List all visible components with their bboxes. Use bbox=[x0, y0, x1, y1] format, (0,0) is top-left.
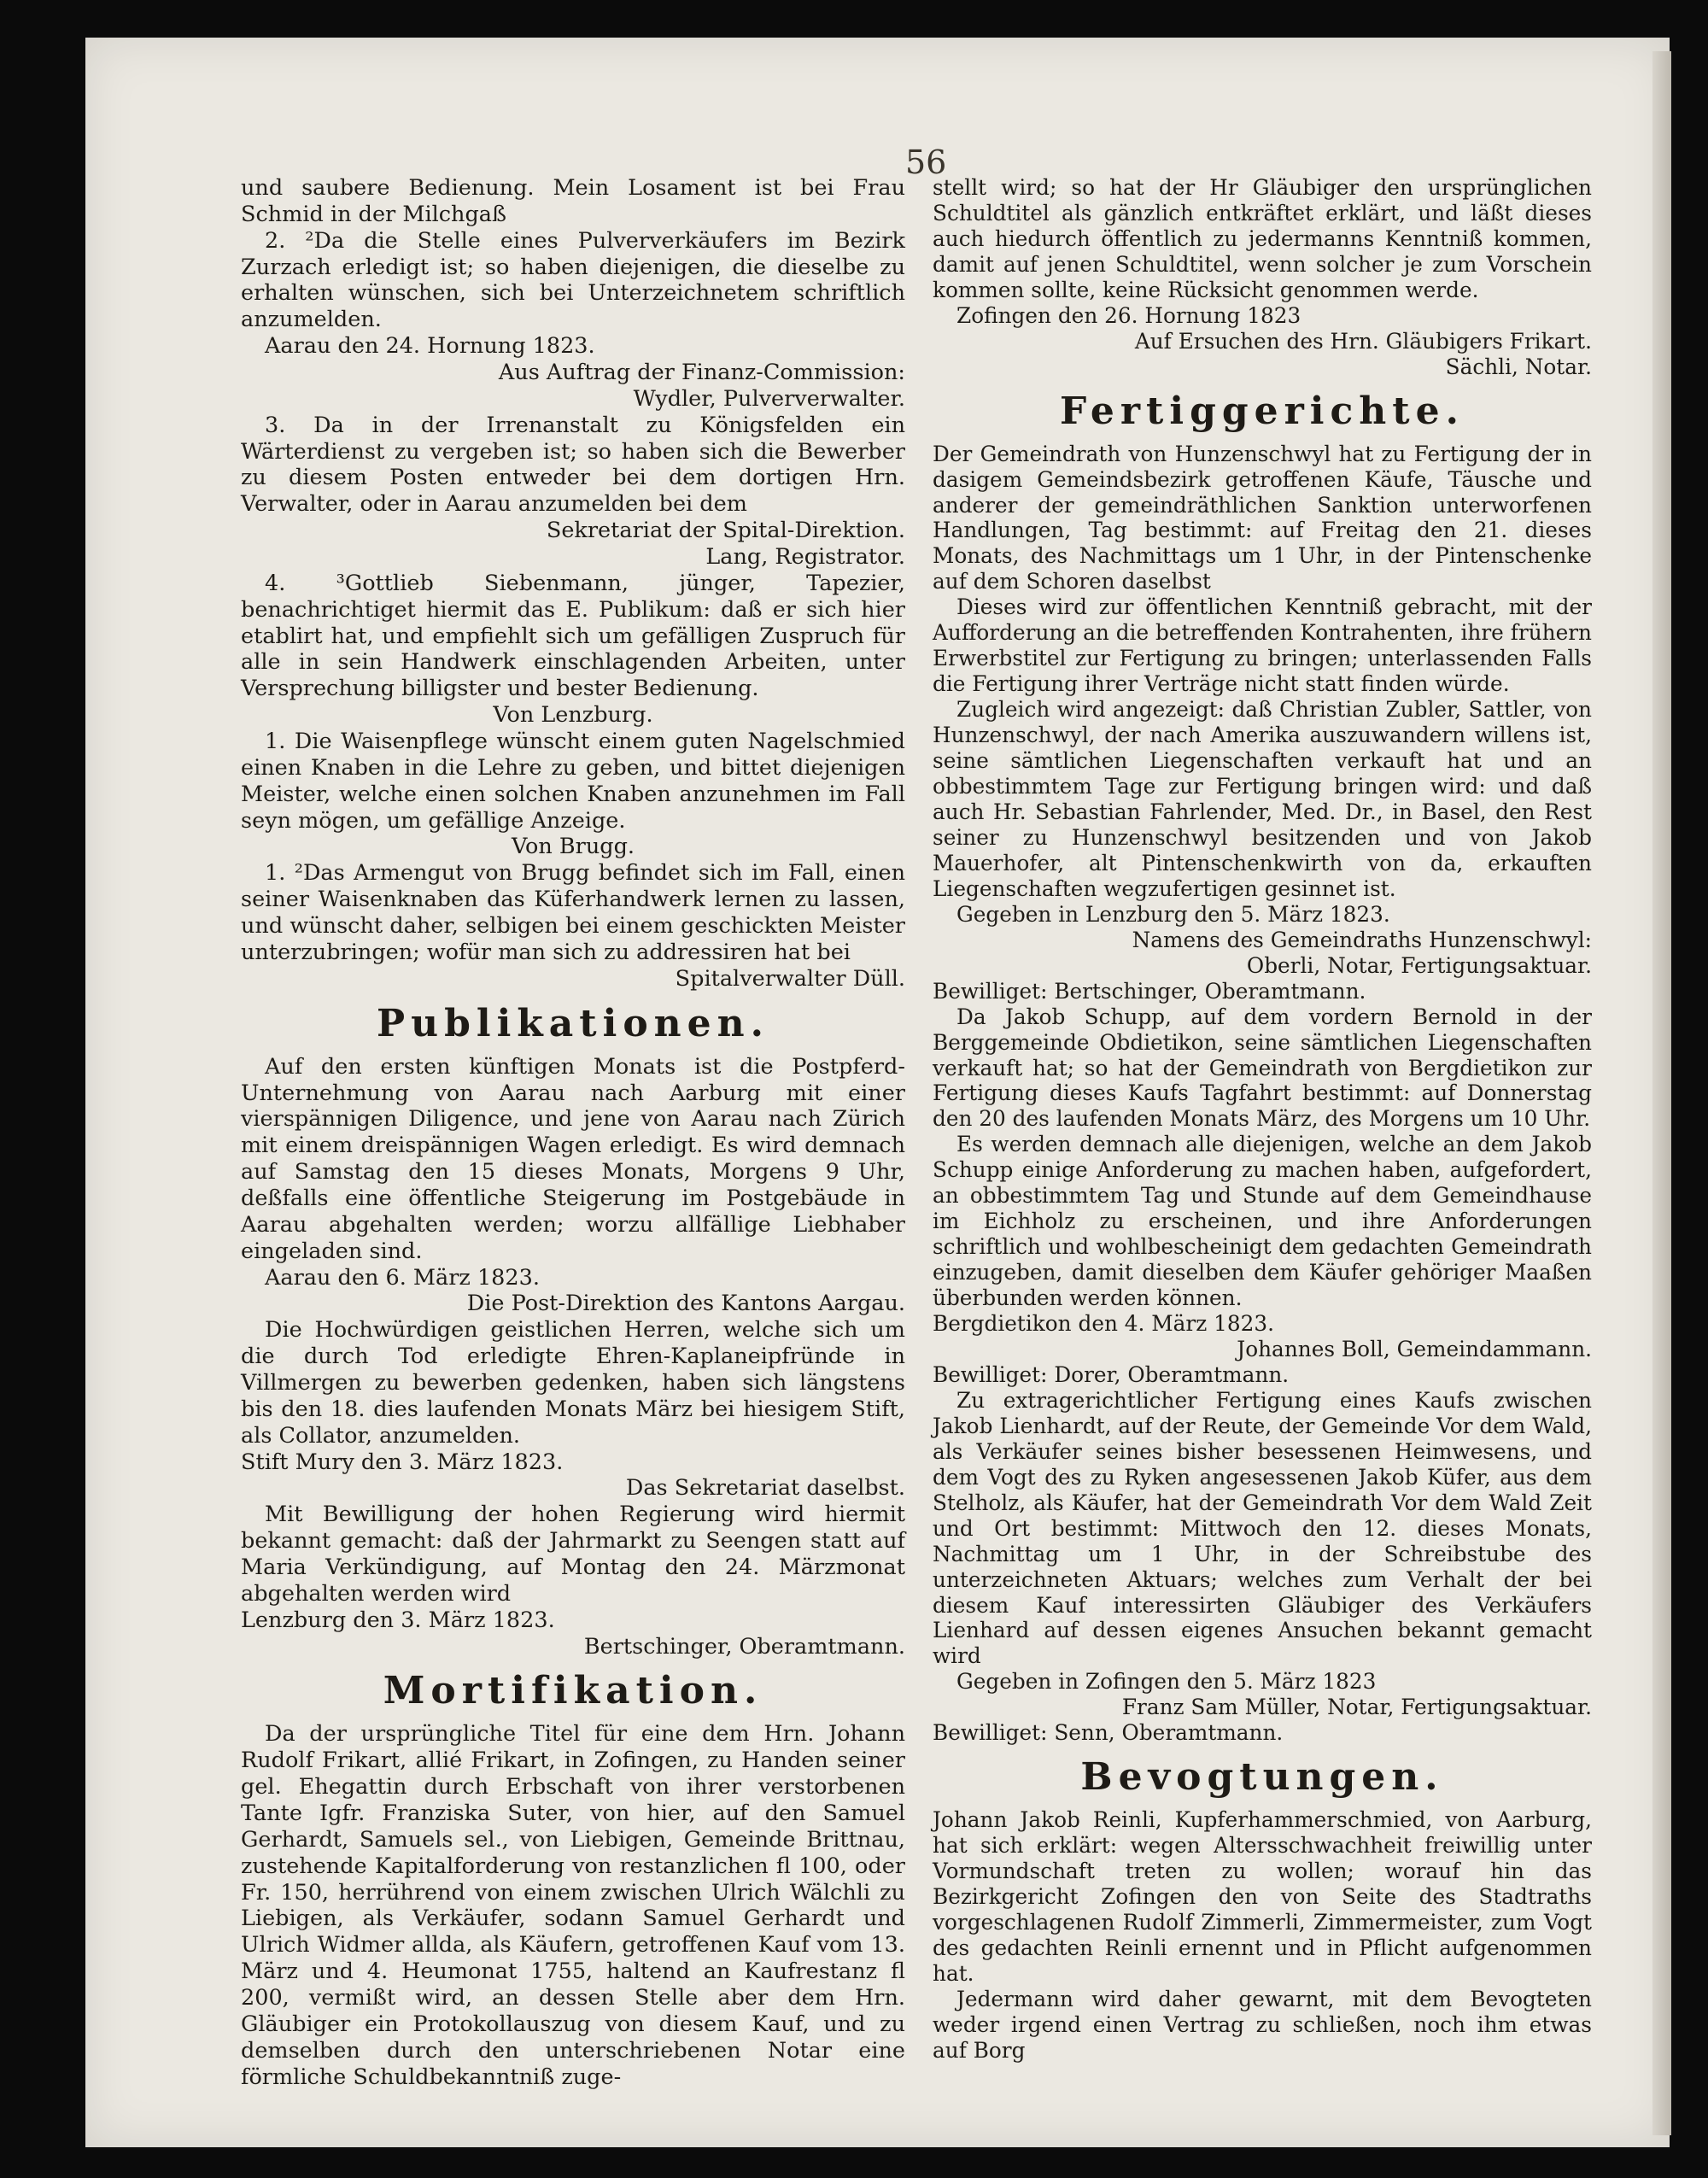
paragraph: Johann Jakob Reinli, Kupferhammerschmied, von Aarburg, hat sich erklärt: wegen Altersschwachheit freiwillig unter Vormundschaft treten zu wollen; worauf hin das Bezirkgericht Zofingen den von Seite des Stadtraths vorgeschlagenen Rudolf Zimmerli, Zimmermeister, zum Vogt des gedachten Reinli ernennt und in Pflicht aufgenommen hat. bbox=[933, 1807, 1592, 1986]
paragraph: Zugleich wird angezeigt: daß Christian Zubler, Sattler, von Hunzenschwyl, der nach Amerika auszuwandern willens ist, seine sämtlichen Liegenschaften verkauft hat und an obbestimmtem Tage zur Fertigung bringen wird: und daß auch Hr. Sebastian Fahrlender, Med. Dr., in Basel, den Rest seiner zu Hunzenschwyl besitzenden und von Jakob Mauerhofer, alt Pintenschenkwirth von da, erkauften Liegenschaften wegzufertigen gesinnet ist. bbox=[933, 697, 1592, 901]
paragraph: Mit Bewilligung der hohen Regierung wird hiermit bekannt gemacht: daß der Jahrmarkt zu Seengen statt auf Maria Verkündigung, auf Montag den 24. Märzmonat abgehalten werden wird bbox=[241, 1502, 905, 1607]
signature: Sächli, Notar. bbox=[1445, 354, 1592, 379]
left-column bbox=[241, 175, 905, 2090]
signature: Oberli, Notar, Fertigungsaktuar. bbox=[1246, 952, 1592, 978]
dateline: Bergdietikon den 4. März 1823. bbox=[933, 1311, 1274, 1337]
paragraph: Zu extragerichtlicher Fertigung eines Kaufs zwischen Jakob Lienhardt, auf der Reute, der Gemeinde Vor dem Wald, als Verkäufer seines bisher besessenen Heimwesens, und dem Vogt des zu Ryken angesessenen Jakob Küfer, aus dem Stelholz, als Käufer, hat der Gemeindrath Vor dem Wald Zeit und Ort bestimmt: Mittwoch den 12. dieses Monats, Nachmittag um 1 Uhr, in der Schreibstube des unterzeichneten Aktuars; welches zum Verhalt der bei diesem Kauf interessirten Gläubiger des Verkäufers Lienhard auf dessen eigenes Ansuchen bekannt gemacht wird bbox=[933, 1387, 1592, 1669]
dateline: Stift Mury den 3. März 1823. bbox=[241, 1449, 564, 1475]
signature: Auf Ersuchen des Hrn. Gläubigers Frikart. bbox=[1134, 328, 1592, 354]
paragraph: 2. ²Da die Stelle eines Pulververkäufers im Bezirk Zurzach erledigt ist; so haben diejenigen, die dieselbe zu erhalten wünschen, sich bei Unterzeichnetem schriftlich anzumelden. bbox=[241, 227, 905, 333]
dateline: Gegeben in Lenzburg den 5. März 1823. bbox=[956, 901, 1390, 927]
section-heading: Publikationen. bbox=[377, 1001, 769, 1045]
paragraph: Jedermann wird daher gewarnt, mit dem Bevogteten weder irgend einen Vertrag zu schließen, noch ihm etwas auf Borg bbox=[933, 1986, 1592, 2063]
paragraph: 3. Da in der Irrenanstalt zu Königsfelden ein Wärterdienst zu vergeben ist; so haben sich die Bewerber zu diesem Posten entweder bei dem dortigen Hrn. Verwalter, oder in Aarau anzumelden bei dem bbox=[241, 412, 905, 518]
subheading: Von Lenzburg. bbox=[493, 702, 653, 729]
paragraph: und saubere Bedienung. Mein Losament ist bei Frau Schmid in der Milchgaß bbox=[241, 175, 905, 227]
signature: Namens des Gemeindraths Hunzenschwyl: bbox=[1132, 927, 1592, 952]
section-heading: Fertiggerichte. bbox=[1060, 389, 1465, 433]
signature: Aus Auftrag der Finanz-Commission: bbox=[498, 360, 905, 386]
paragraph: stellt wird; so hat der Hr Gläubiger den ursprünglichen Schuldtitel als gänzlich entkräftet erklärt, und läßt dieses auch hiedurch öffentlich zu jedermanns Kenntniß kommen, damit auf jenen Schuldtitel, wenn solcher je zum Vorschein kommen sollte, keine Rücksicht genommen werde. bbox=[933, 175, 1592, 302]
paragraph: Da der ursprüngliche Titel für eine dem Hrn. Johann Rudolf Frikart, allié Frikart, in Zofingen, zu Handen seiner gel. Ehegattin durch Erbschaft von ihrer verstorbenen Tante Igfr. Franziska Suter, von hier, auf den Samuel Gerhardt, Samuels sel., von Liebigen, Gemeinde Brittnau, zustehende Kapitalforderung von restanzlichen fl 100, oder Fr. 150, herrührend von einem zwischen Ulrich Wälchli zu Liebigen, als Verkäufer, sodann Samuel Gerhardt und Ulrich Widmer allda, als Käufern, getroffenen Kauf vom 13. März und 4. Heumonat 1755, haltend an Kaufrestanz fl 200, vermißt wird, an dessen Stelle aber dem Hrn. Gläubiger ein Protokollauszug von diesem Kauf, und zu demselben durch den unterschriebenen Notar eine förmliche Schuldbekanntniß zuge- bbox=[241, 1721, 905, 2090]
dateline: Aarau den 24. Hornung 1823. bbox=[265, 333, 595, 360]
paragraph: Auf den ersten künftigen Monats ist die Postpferd-Unternehmung von Aarau nach Aarburg mit einer vierspännigen Diligence, und jene von Aarau nach Zürich mit einem dreispännigen Wagen erledigt. Es wird demnach auf Samstag den 15 dieses Monats, Morgens 9 Uhr, deßfalls eine öffentliche Steigerung im Postgebäude in Aarau abgehalten werden; worzu allfällige Liebhaber eingeladen sind. bbox=[241, 1053, 905, 1264]
section-heading: Mortifikation. bbox=[383, 1669, 763, 1713]
signature: Wydler, Pulververwalter. bbox=[633, 385, 905, 412]
page-edge bbox=[1652, 51, 1671, 2135]
paragraph: Dieses wird zur öffentlichen Kenntniß gebracht, mit der Aufforderung an die betreffenden Kontrahenten, ihre frühern Erwerbstitel zur Fertigung zu bringen; unterlassenden Falls die Fertigung ihrer Verträge nicht statt finden würde. bbox=[933, 594, 1592, 697]
dateline: Aarau den 6. März 1823. bbox=[265, 1264, 540, 1291]
paragraph: Die Hochwürdigen geistlichen Herren, welche sich um die durch Tod erledigte Ehren-Kaplaneipfründe in Villmergen zu bewerben gedenken, haben sich längstens bis den 18. dies laufenden Monats März bei hiesigem Stift, als Collator, anzumelden. bbox=[241, 1317, 905, 1449]
signature: Franz Sam Müller, Notar, Fertigungsaktuar. bbox=[1121, 1695, 1592, 1720]
signature: Spitalverwalter Düll. bbox=[675, 965, 905, 992]
dateline: Gegeben in Zofingen den 5. März 1823 bbox=[956, 1669, 1377, 1695]
paragraph: Der Gemeindrath von Hunzenschwyl hat zu Fertigung der in dasigem Gemeindsbezirk getroffenen Käufe, Täusche und anderer der gemeindräthlichen Sanktion unterworfenen Handlungen, Tag bestimmt: auf Freitag den 21. dieses Monats, des Nachmittags um 1 Uhr, in der Pintenschenke auf dem Schoren daselbst bbox=[933, 441, 1592, 594]
dateline: Zofingen den 26. Hornung 1823 bbox=[956, 302, 1301, 328]
paragraph: Es werden demnach alle diejenigen, welche an dem Jakob Schupp einige Anforderung zu machen haben, aufgefordert, an obbestimmtem Tag und Stunde auf dem Gemeindhause im Eichholz zu erscheinen, und ihre Anforderungen schriftlich und wohlbescheinigt dem gedachten Gemeindrath einzugeben, damit dieselben dem Käufer gehöriger Maaßen überbunden werden können. bbox=[933, 1132, 1592, 1311]
paragraph: 4. ³Gottlieb Siebenmann, jünger, Tapezier, benachrichtiget hiermit das E. Publikum: daß er sich hier etablirt hat, und empfiehlt sich um gefälligen Zuspruch für alle in sein Handwerk einschlagenden Arbeiten, unter Versprechung billigster und bester Bedienung. bbox=[241, 570, 905, 702]
signature: Sekretariat der Spital-Direktion. bbox=[546, 518, 905, 544]
approval-line: Bewilliget: Bertschinger, Oberamtmann. bbox=[933, 978, 1366, 1004]
paragraph: Da Jakob Schupp, auf dem vordern Bernold in der Berggemeinde Obdietikon, seine sämtlichen Liegenschaften verkauft hat; so hat der Gemeindrath von Bergdietikon zur Fertigung dieses Kaufs Tagfahrt bestimmt: auf Donnerstag den 20 des laufenden Monats März, des Morgens um 10 Uhr. bbox=[933, 1004, 1592, 1132]
subheading: Von Brugg. bbox=[511, 834, 635, 860]
approval-line: Bewilliget: Senn, Oberamtmann. bbox=[933, 1720, 1284, 1746]
right-column bbox=[933, 175, 1592, 2064]
dateline: Lenzburg den 3. März 1823. bbox=[241, 1607, 555, 1633]
signature: Johannes Boll, Gemeindammann. bbox=[1237, 1336, 1592, 1361]
paragraph: 1. ²Das Armengut von Brugg befindet sich im Fall, einen seiner Waisenknaben das Küferhandwerk lernen zu lassen, und wünscht daher, selbigen bei einem geschickten Meister unterzubringen; wofür man sich zu addressiren hat bei bbox=[241, 860, 905, 965]
paragraph: 1. Die Waisenpflege wünscht einem guten Nagelschmied einen Knaben in die Lehre zu geben, und bittet diejenigen Meister, welche einen solchen Knaben anzunehmen im Fall seyn mögen, um gefällige Anzeige. bbox=[241, 729, 905, 834]
signature: Die Post-Direktion des Kantons Aargau. bbox=[466, 1291, 905, 1317]
page-number: 56 bbox=[905, 143, 947, 181]
signature: Das Sekretariat daselbst. bbox=[625, 1475, 905, 1502]
section-heading: Bevogtungen. bbox=[1080, 1755, 1444, 1800]
signature: Bertschinger, Oberamtmann. bbox=[583, 1633, 905, 1660]
approval-line: Bewilliget: Dorer, Oberamtmann. bbox=[933, 1361, 1290, 1387]
signature: Lang, Registrator. bbox=[705, 544, 905, 571]
